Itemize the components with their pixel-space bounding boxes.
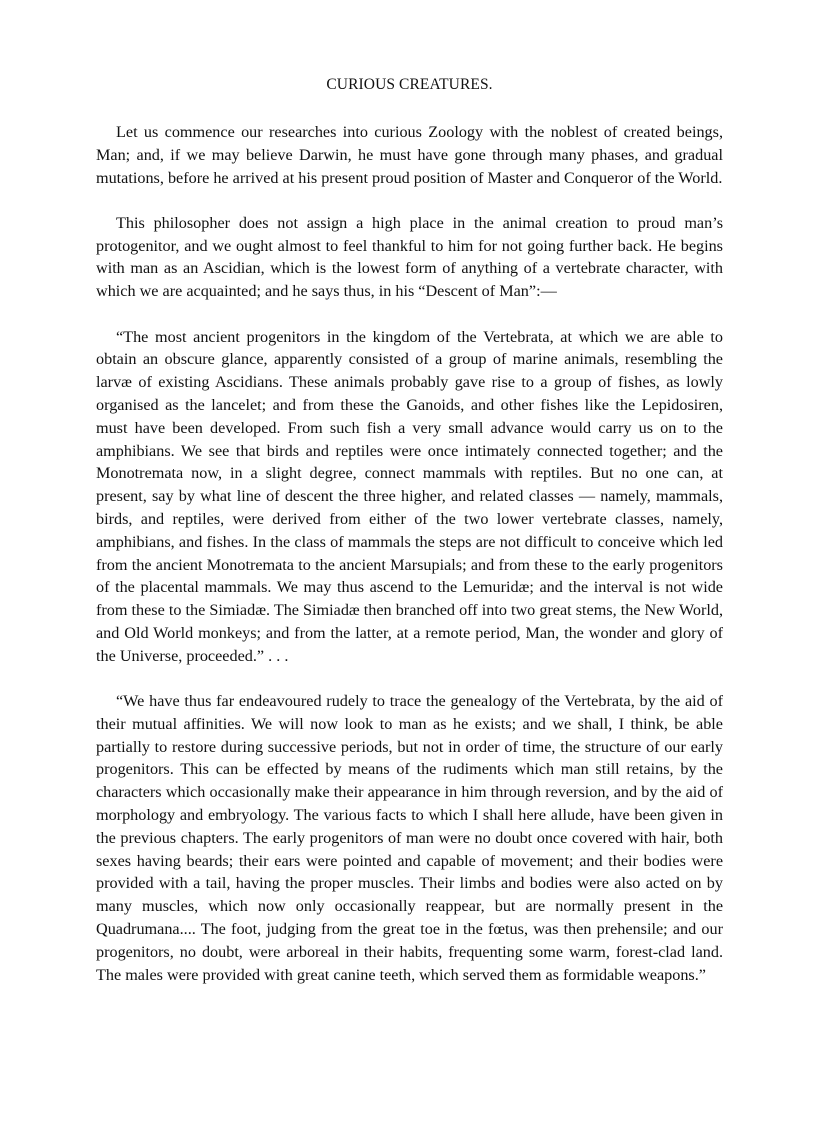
page-title: CURIOUS CREATURES. <box>326 76 493 93</box>
paragraph-quote-genealogy: “We have thus far endeavoured rudely to trace the genealogy of the Vertebrata, by the aid of their mutual affinities. We will now look to man as he exists; and we shall, I think, be able partially to restore during successive periods, but not in order of time, the structure of our early progenitors. This can be effected by means of the rudiments which man still retains, by the characters which occasionally make their appearance in him through reversion, and by the aid of morphology and embryology. The various facts to which I shall here allude, have been given in the previous chapters. The early progenitors of man were no doubt once covered with hair, both sexes having beards; their ears were pointed and capable of movement; and their bodies were provided with a tail, having the proper muscles. Their limbs and bodies were also acted on by many muscles, which now only occasionally reappear, but are normally present in the Quadrumana.... The foot, judging from the great toe in the fœtus, was then prehensile; and our progenitors, no doubt, were arboreal in their habits, frequenting some warm, forest-clad land. The males were provided with great canine teeth, which served them as formidable weapons.” <box>96 692 723 984</box>
document-page <box>96 74 723 1009</box>
paragraph-philosopher: This philosopher does not assign a high place in the animal creation to proud man’s protogenitor, and we ought almost to feel thankful to him for not going further back. He begins with man as an Ascidian, which is the lowest form of anything of a vertebrate character, with which we are acquainted; and he says thus, in his “Descent of Man”:— <box>96 213 723 301</box>
paragraph-quote-vertebrata: “The most ancient progenitors in the kingdom of the Vertebrata, at which we are able to obtain an obscure glance, apparently consisted of a group of marine animals, resembling the larvæ of existing Ascidians. These animals probably gave rise to a group of fishes, as lowly organised as the lancelet; and from these the Ganoids, and other fishes like the Lepidosiren, must have been developed. From such fish a very small advance would carry us on to the amphibians. We see that birds and reptiles were once intimately connected together; and the Monotremata now, in a slight degree, connect mammals with reptiles. But no one can, at present, say by what line of descent the three higher, and related classes — namely, mammals, birds, and reptiles, were derived from either of the two lower vertebrate classes, namely, amphibians, and fishes. In the class of mammals the steps are not difficult to conceive which led from the ancient Monotremata to the ancient Marsupials; and from these to the early progenitors of the placental mammals. We may thus ascend to the Lemuridæ; and the interval is not wide from these to the Simiadæ. The Simiadæ then branched off into two great stems, the New World, and Old World monkeys; and from the latter, at a remote period, Man, the wonder and glory of the Universe, proceeded.” . . . <box>96 327 723 665</box>
paragraph-intro: Let us commence our researches into curious Zoology with the noblest of created beings, Man; and, if we may believe Darwin, he must have gone through many phases, and gradual mutations, before he arrived at his present proud position of Master and Conqueror of the World. <box>96 123 723 187</box>
